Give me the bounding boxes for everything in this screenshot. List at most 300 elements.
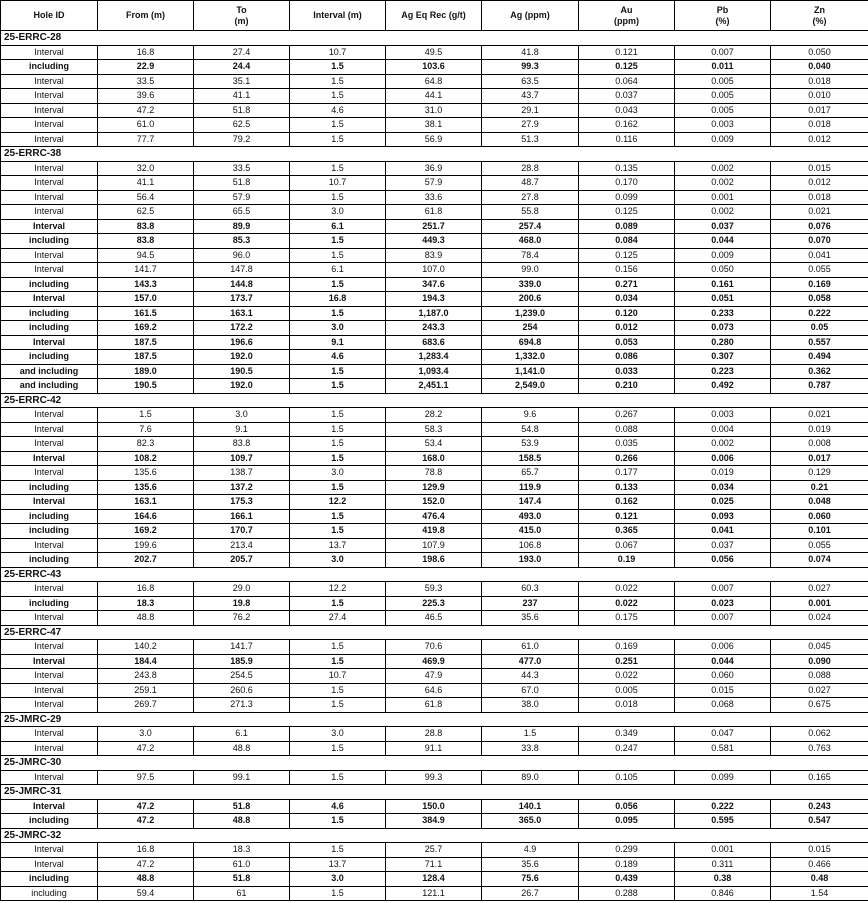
cell-ag-eq-rec: 31.0 (386, 103, 482, 118)
cell-ag-eq-rec: 71.1 (386, 857, 482, 872)
cell-interval: 1.5 (290, 843, 386, 858)
cell-ag-eq-rec: 61.8 (386, 698, 482, 713)
cell-ag: 237 (482, 596, 579, 611)
cell-from: 41.1 (98, 176, 194, 191)
cell-from: 1.5 (98, 408, 194, 423)
column-header-unit: (ppm) (614, 15, 639, 26)
cell-ag: 26.7 (482, 886, 579, 901)
table-row (1, 161, 868, 176)
cell-from: 47.2 (98, 103, 194, 118)
cell-from: 7.6 (98, 422, 194, 437)
row-label: including (1, 350, 98, 365)
cell-au: 0.022 (579, 582, 675, 597)
cell-from: 61.0 (98, 118, 194, 133)
cell-interval: 1.5 (290, 886, 386, 901)
cell-zn: 0.101 (771, 524, 868, 539)
cell-ag-eq-rec: 103.6 (386, 60, 482, 75)
row-label: including (1, 306, 98, 321)
cell-pb: 0.233 (675, 306, 771, 321)
row-label: and including (1, 364, 98, 379)
cell-ag-eq-rec: 129.9 (386, 480, 482, 495)
cell-interval: 13.7 (290, 538, 386, 553)
cell-pb: 0.015 (675, 683, 771, 698)
cell-pb: 0.005 (675, 103, 771, 118)
cell-zn: 0.129 (771, 466, 868, 481)
table-row (1, 596, 868, 611)
cell-to: 29.0 (194, 582, 290, 597)
row-label: including (1, 277, 98, 292)
cell-to: 35.1 (194, 74, 290, 89)
row-label: Interval (1, 89, 98, 104)
cell-zn: 0.243 (771, 799, 868, 814)
hole-id: 25-JMRC-32 (1, 828, 868, 843)
cell-pb: 0.38 (675, 872, 771, 887)
cell-au: 0.247 (579, 741, 675, 756)
cell-ag-eq-rec: 83.9 (386, 248, 482, 263)
cell-ag-eq-rec: 53.4 (386, 437, 482, 452)
cell-pb: 0.001 (675, 190, 771, 205)
cell-to: 190.5 (194, 364, 290, 379)
cell-interval: 1.5 (290, 306, 386, 321)
cell-from: 82.3 (98, 437, 194, 452)
table-row (1, 45, 868, 60)
row-label: Interval (1, 292, 98, 307)
column-header-au (579, 1, 675, 31)
header-row (1, 1, 868, 31)
row-label: including (1, 60, 98, 75)
column-header-label: Pb (716, 4, 729, 15)
cell-to: 137.2 (194, 480, 290, 495)
cell-to: 61 (194, 886, 290, 901)
cell-from: 135.6 (98, 480, 194, 495)
table-row (1, 74, 868, 89)
cell-au: 0.043 (579, 103, 675, 118)
cell-au: 0.095 (579, 814, 675, 829)
cell-au: 0.099 (579, 190, 675, 205)
cell-ag: 4.9 (482, 843, 579, 858)
cell-from: 163.1 (98, 495, 194, 510)
cell-ag: 27.8 (482, 190, 579, 205)
cell-au: 0.084 (579, 234, 675, 249)
cell-au: 0.251 (579, 654, 675, 669)
cell-ag-eq-rec: 152.0 (386, 495, 482, 510)
cell-zn: 1.54 (771, 886, 868, 901)
cell-ag-eq-rec: 128.4 (386, 872, 482, 887)
cell-au: 0.177 (579, 466, 675, 481)
cell-zn: 0.045 (771, 640, 868, 655)
cell-from: 190.5 (98, 379, 194, 394)
column-header-unit: (%) (715, 15, 730, 26)
cell-interval: 1.5 (290, 277, 386, 292)
table-row (1, 611, 868, 626)
cell-ag: 38.0 (482, 698, 579, 713)
cell-to: 147.8 (194, 263, 290, 278)
cell-to: 27.4 (194, 45, 290, 60)
row-label: including (1, 234, 98, 249)
cell-to: 213.4 (194, 538, 290, 553)
column-header-unit: (%) (812, 15, 827, 26)
cell-zn: 0.222 (771, 306, 868, 321)
cell-au: 0.266 (579, 451, 675, 466)
cell-to: 51.8 (194, 176, 290, 191)
cell-pb: 0.019 (675, 466, 771, 481)
cell-au: 0.037 (579, 89, 675, 104)
table-row (1, 698, 868, 713)
table-row (1, 799, 868, 814)
cell-to: 170.7 (194, 524, 290, 539)
cell-au: 0.175 (579, 611, 675, 626)
cell-ag-eq-rec: 57.9 (386, 176, 482, 191)
cell-ag-eq-rec: 1,093.4 (386, 364, 482, 379)
table-row (1, 509, 868, 524)
cell-zn: 0.058 (771, 292, 868, 307)
cell-interval: 12.2 (290, 495, 386, 510)
cell-interval: 1.5 (290, 480, 386, 495)
cell-interval: 12.2 (290, 582, 386, 597)
hole-id: 25-JMRC-30 (1, 756, 868, 771)
column-header-label: Hole ID (33, 10, 65, 20)
cell-zn: 0.763 (771, 741, 868, 756)
cell-zn: 0.169 (771, 277, 868, 292)
row-label: Interval (1, 74, 98, 89)
cell-from: 141.7 (98, 263, 194, 278)
row-label: Interval (1, 799, 98, 814)
cell-from: 135.6 (98, 466, 194, 481)
table-row (1, 248, 868, 263)
cell-to: 9.1 (194, 422, 290, 437)
cell-ag: 1,141.0 (482, 364, 579, 379)
cell-from: 3.0 (98, 727, 194, 742)
column-header-label: From (m) (126, 10, 165, 20)
cell-interval: 1.5 (290, 683, 386, 698)
cell-interval: 1.5 (290, 698, 386, 713)
table-row (1, 190, 868, 205)
cell-pb: 0.004 (675, 422, 771, 437)
cell-ag: 41.8 (482, 45, 579, 60)
cell-interval: 3.0 (290, 553, 386, 568)
table-row (1, 89, 868, 104)
cell-from: 47.2 (98, 814, 194, 829)
cell-ag-eq-rec: 25.7 (386, 843, 482, 858)
cell-ag: 99.3 (482, 60, 579, 75)
cell-ag: 254 (482, 321, 579, 336)
cell-to: 173.7 (194, 292, 290, 307)
cell-pb: 0.093 (675, 509, 771, 524)
cell-interval: 4.6 (290, 799, 386, 814)
table-row (1, 886, 868, 901)
cell-to: 62.5 (194, 118, 290, 133)
cell-pb: 0.034 (675, 480, 771, 495)
cell-ag-eq-rec: 91.1 (386, 741, 482, 756)
cell-from: 47.2 (98, 799, 194, 814)
cell-from: 157.0 (98, 292, 194, 307)
cell-to: 51.8 (194, 103, 290, 118)
row-label: Interval (1, 843, 98, 858)
cell-ag-eq-rec: 33.6 (386, 190, 482, 205)
row-label: including (1, 321, 98, 336)
cell-au: 0.035 (579, 437, 675, 452)
cell-interval: 1.5 (290, 437, 386, 452)
cell-ag: 1,239.0 (482, 306, 579, 321)
cell-from: 140.2 (98, 640, 194, 655)
cell-to: 19.8 (194, 596, 290, 611)
cell-zn: 0.018 (771, 74, 868, 89)
cell-from: 48.8 (98, 872, 194, 887)
cell-from: 94.5 (98, 248, 194, 263)
cell-ag-eq-rec: 107.0 (386, 263, 482, 278)
cell-ag-eq-rec: 78.8 (386, 466, 482, 481)
cell-pb: 0.002 (675, 161, 771, 176)
table-row (1, 843, 868, 858)
column-header-zn (771, 1, 868, 31)
cell-ag: 44.3 (482, 669, 579, 684)
cell-ag: 158.5 (482, 451, 579, 466)
cell-zn: 0.055 (771, 263, 868, 278)
cell-zn: 0.001 (771, 596, 868, 611)
table-row (1, 640, 868, 655)
table-row (1, 524, 868, 539)
cell-au: 0.012 (579, 321, 675, 336)
cell-from: 39.6 (98, 89, 194, 104)
table-row (1, 292, 868, 307)
cell-to: 192.0 (194, 379, 290, 394)
cell-zn: 0.547 (771, 814, 868, 829)
column-header-label: Interval (m) (313, 10, 362, 20)
cell-interval: 3.0 (290, 727, 386, 742)
cell-to: 172.2 (194, 321, 290, 336)
table-row (1, 422, 868, 437)
cell-au: 0.018 (579, 698, 675, 713)
cell-from: 16.8 (98, 45, 194, 60)
cell-pb: 0.007 (675, 582, 771, 597)
cell-ag: 119.9 (482, 480, 579, 495)
row-label: Interval (1, 408, 98, 423)
cell-interval: 1.5 (290, 248, 386, 263)
row-label: Interval (1, 45, 98, 60)
cell-au: 0.271 (579, 277, 675, 292)
cell-from: 18.3 (98, 596, 194, 611)
cell-zn: 0.070 (771, 234, 868, 249)
cell-pb: 0.006 (675, 640, 771, 655)
cell-to: 33.5 (194, 161, 290, 176)
cell-pb: 0.581 (675, 741, 771, 756)
cell-ag-eq-rec: 469.9 (386, 654, 482, 669)
cell-from: 269.7 (98, 698, 194, 713)
cell-zn: 0.040 (771, 60, 868, 75)
cell-from: 259.1 (98, 683, 194, 698)
cell-ag: 54.8 (482, 422, 579, 437)
hole-id: 25-JMRC-31 (1, 785, 868, 800)
cell-from: 47.2 (98, 741, 194, 756)
cell-interval: 1.5 (290, 509, 386, 524)
cell-au: 0.105 (579, 770, 675, 785)
cell-au: 0.299 (579, 843, 675, 858)
cell-au: 0.349 (579, 727, 675, 742)
column-header-label: Au (620, 4, 633, 15)
cell-ag: 33.8 (482, 741, 579, 756)
cell-ag-eq-rec: 683.6 (386, 335, 482, 350)
cell-interval: 9.1 (290, 335, 386, 350)
cell-au: 0.121 (579, 509, 675, 524)
table-row (1, 669, 868, 684)
cell-ag-eq-rec: 28.2 (386, 408, 482, 423)
cell-pb: 0.060 (675, 669, 771, 684)
table-row (1, 60, 868, 75)
row-label: Interval (1, 640, 98, 655)
cell-to: 65.5 (194, 205, 290, 220)
cell-ag-eq-rec: 70.6 (386, 640, 482, 655)
cell-from: 97.5 (98, 770, 194, 785)
cell-zn: 0.024 (771, 611, 868, 626)
table-row (1, 857, 868, 872)
column-header-hole-id (1, 1, 98, 31)
cell-pb: 0.009 (675, 248, 771, 263)
cell-pb: 0.161 (675, 277, 771, 292)
hole-id: 25-ERRC-43 (1, 567, 868, 582)
cell-zn: 0.090 (771, 654, 868, 669)
cell-interval: 1.5 (290, 118, 386, 133)
cell-interval: 1.5 (290, 161, 386, 176)
cell-zn: 0.675 (771, 698, 868, 713)
hole-section-row (1, 625, 868, 640)
cell-ag: 257.4 (482, 219, 579, 234)
cell-ag-eq-rec: 56.9 (386, 132, 482, 147)
cell-au: 0.121 (579, 45, 675, 60)
cell-pb: 0.280 (675, 335, 771, 350)
cell-pb: 0.311 (675, 857, 771, 872)
table-row (1, 321, 868, 336)
row-label: Interval (1, 654, 98, 669)
row-label: Interval (1, 335, 98, 350)
row-label: Interval (1, 190, 98, 205)
cell-interval: 3.0 (290, 205, 386, 220)
cell-pb: 0.492 (675, 379, 771, 394)
cell-ag: 9.6 (482, 408, 579, 423)
cell-pb: 0.001 (675, 843, 771, 858)
hole-id: 25-ERRC-38 (1, 147, 868, 162)
cell-ag-eq-rec: 1,283.4 (386, 350, 482, 365)
cell-interval: 1.5 (290, 770, 386, 785)
cell-from: 164.6 (98, 509, 194, 524)
cell-pb: 0.037 (675, 538, 771, 553)
cell-to: 79.2 (194, 132, 290, 147)
cell-pb: 0.006 (675, 451, 771, 466)
cell-zn: 0.019 (771, 422, 868, 437)
cell-from: 83.8 (98, 219, 194, 234)
row-label: Interval (1, 161, 98, 176)
table-row (1, 379, 868, 394)
cell-ag: 27.9 (482, 118, 579, 133)
cell-from: 16.8 (98, 582, 194, 597)
cell-pb: 0.009 (675, 132, 771, 147)
cell-ag: 140.1 (482, 799, 579, 814)
cell-from: 143.3 (98, 277, 194, 292)
cell-zn: 0.466 (771, 857, 868, 872)
row-label: including (1, 524, 98, 539)
cell-ag-eq-rec: 476.4 (386, 509, 482, 524)
hole-section-row (1, 712, 868, 727)
cell-zn: 0.787 (771, 379, 868, 394)
row-label: Interval (1, 857, 98, 872)
table-row (1, 176, 868, 191)
cell-zn: 0.021 (771, 205, 868, 220)
cell-pb: 0.222 (675, 799, 771, 814)
cell-ag: 468.0 (482, 234, 579, 249)
cell-zn: 0.012 (771, 132, 868, 147)
cell-interval: 1.5 (290, 364, 386, 379)
cell-interval: 1.5 (290, 60, 386, 75)
row-label: Interval (1, 669, 98, 684)
cell-au: 0.033 (579, 364, 675, 379)
cell-ag-eq-rec: 107.9 (386, 538, 482, 553)
cell-ag-eq-rec: 198.6 (386, 553, 482, 568)
cell-pb: 0.068 (675, 698, 771, 713)
row-label: including (1, 596, 98, 611)
cell-ag: 48.7 (482, 176, 579, 191)
table-row (1, 118, 868, 133)
cell-au: 0.067 (579, 538, 675, 553)
cell-interval: 1.5 (290, 408, 386, 423)
cell-interval: 13.7 (290, 857, 386, 872)
cell-ag-eq-rec: 384.9 (386, 814, 482, 829)
cell-ag: 365.0 (482, 814, 579, 829)
cell-ag: 29.1 (482, 103, 579, 118)
table-row (1, 480, 868, 495)
column-header-unit: (m) (234, 15, 249, 26)
column-header-ag-eq-rec (386, 1, 482, 31)
cell-from: 59.4 (98, 886, 194, 901)
cell-zn: 0.076 (771, 219, 868, 234)
cell-from: 169.2 (98, 321, 194, 336)
cell-from: 184.4 (98, 654, 194, 669)
cell-interval: 1.5 (290, 654, 386, 669)
cell-pb: 0.047 (675, 727, 771, 742)
cell-to: 51.8 (194, 872, 290, 887)
cell-zn: 0.015 (771, 843, 868, 858)
cell-to: 51.8 (194, 799, 290, 814)
row-label: Interval (1, 741, 98, 756)
row-label: Interval (1, 176, 98, 191)
cell-au: 0.288 (579, 886, 675, 901)
cell-zn: 0.010 (771, 89, 868, 104)
row-label: Interval (1, 466, 98, 481)
row-label: including (1, 886, 98, 901)
row-label: Interval (1, 103, 98, 118)
cell-ag-eq-rec: 150.0 (386, 799, 482, 814)
cell-au: 0.162 (579, 118, 675, 133)
cell-zn: 0.027 (771, 582, 868, 597)
table-row (1, 335, 868, 350)
column-header-label: Ag Eq Rec (g/t) (401, 10, 466, 20)
cell-to: 138.7 (194, 466, 290, 481)
cell-interval: 10.7 (290, 669, 386, 684)
cell-pb: 0.005 (675, 89, 771, 104)
cell-ag: 53.9 (482, 437, 579, 452)
cell-ag-eq-rec: 58.3 (386, 422, 482, 437)
table-row (1, 205, 868, 220)
cell-zn: 0.021 (771, 408, 868, 423)
cell-from: 33.5 (98, 74, 194, 89)
cell-to: 205.7 (194, 553, 290, 568)
table-row (1, 234, 868, 249)
table-row (1, 495, 868, 510)
cell-ag: 1.5 (482, 727, 579, 742)
table-row (1, 872, 868, 887)
cell-to: 141.7 (194, 640, 290, 655)
cell-pb: 0.002 (675, 176, 771, 191)
cell-from: 108.2 (98, 451, 194, 466)
cell-from: 187.5 (98, 335, 194, 350)
